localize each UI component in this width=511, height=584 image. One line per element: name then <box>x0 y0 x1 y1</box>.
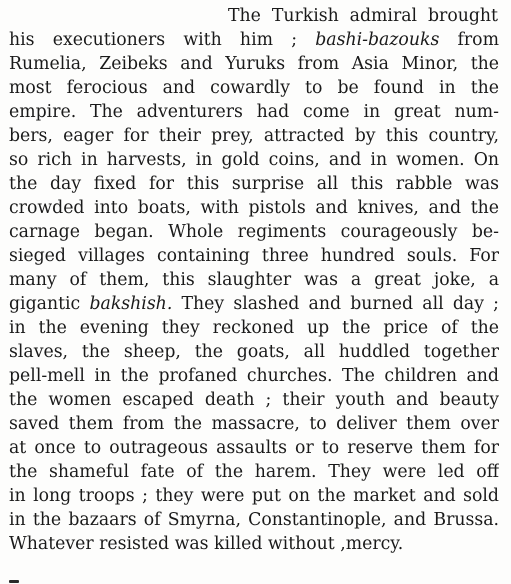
text-line-15: slaves, the sheep, the goats, all huddled together <box>9 342 499 362</box>
text-line-6: bers, eager for their prey, attracted by this country, <box>9 126 499 146</box>
text-line-14: in the evening they reckoned up the price of the <box>9 318 499 338</box>
italic-term-bashi-bazouks: bashi-bazouks <box>315 30 440 50</box>
text-line-22: in the bazaars of Smyrna, Constantinople, and Brussa. <box>9 510 499 530</box>
text-line-12: many of them, this slaughter was a great joke, a <box>9 270 499 290</box>
text-line-3: Rumelia, Zeibeks and Yuruks from Asia Minor, the <box>9 54 499 74</box>
text-line-9: crowded into boats, with pistols and knives, and the <box>9 198 499 218</box>
text-line-13: gigantic bakshish. They slashed and burned all day ; <box>9 294 499 314</box>
text-line-1: The Turkish admiral brought <box>228 6 498 26</box>
text-line-10: carnage began. Whole regiments courageously be- <box>9 222 499 242</box>
text-line-4: most ferocious and cowardly to be found in the <box>9 78 499 98</box>
text-line-5: empire. The adventurers had come in great num- <box>9 102 499 122</box>
text-line-20: the shameful fate of the harem. They were led off <box>9 462 499 482</box>
text-line-8: the day fixed for this surprise all this rabble was <box>9 174 499 194</box>
text-line-18: saved them from the massacre, to deliver them over <box>9 414 499 434</box>
cropped-next-line-fragment <box>9 574 23 584</box>
text-line-17: the women escaped death ; their youth and beauty <box>9 390 499 410</box>
text-line-23: Whatever resisted was killed without ,mercy. <box>9 534 404 554</box>
italic-term-bakshish: bakshish. <box>89 294 173 314</box>
text-line-11: sieged villages containing three hundred souls. For <box>9 246 499 266</box>
text-line-21: in long troops ; they were put on the market and sold <box>9 486 499 506</box>
text-line-2: his executioners with him ; bashi-bazouks from <box>9 30 499 50</box>
text-line-19: at once to outrageous assaults or to reserve them for <box>9 438 499 458</box>
text-line-16: pell-mell in the profaned churches. The children and <box>9 366 499 386</box>
text-line-7: so rich in harvests, in gold coins, and in women. On <box>9 150 499 170</box>
